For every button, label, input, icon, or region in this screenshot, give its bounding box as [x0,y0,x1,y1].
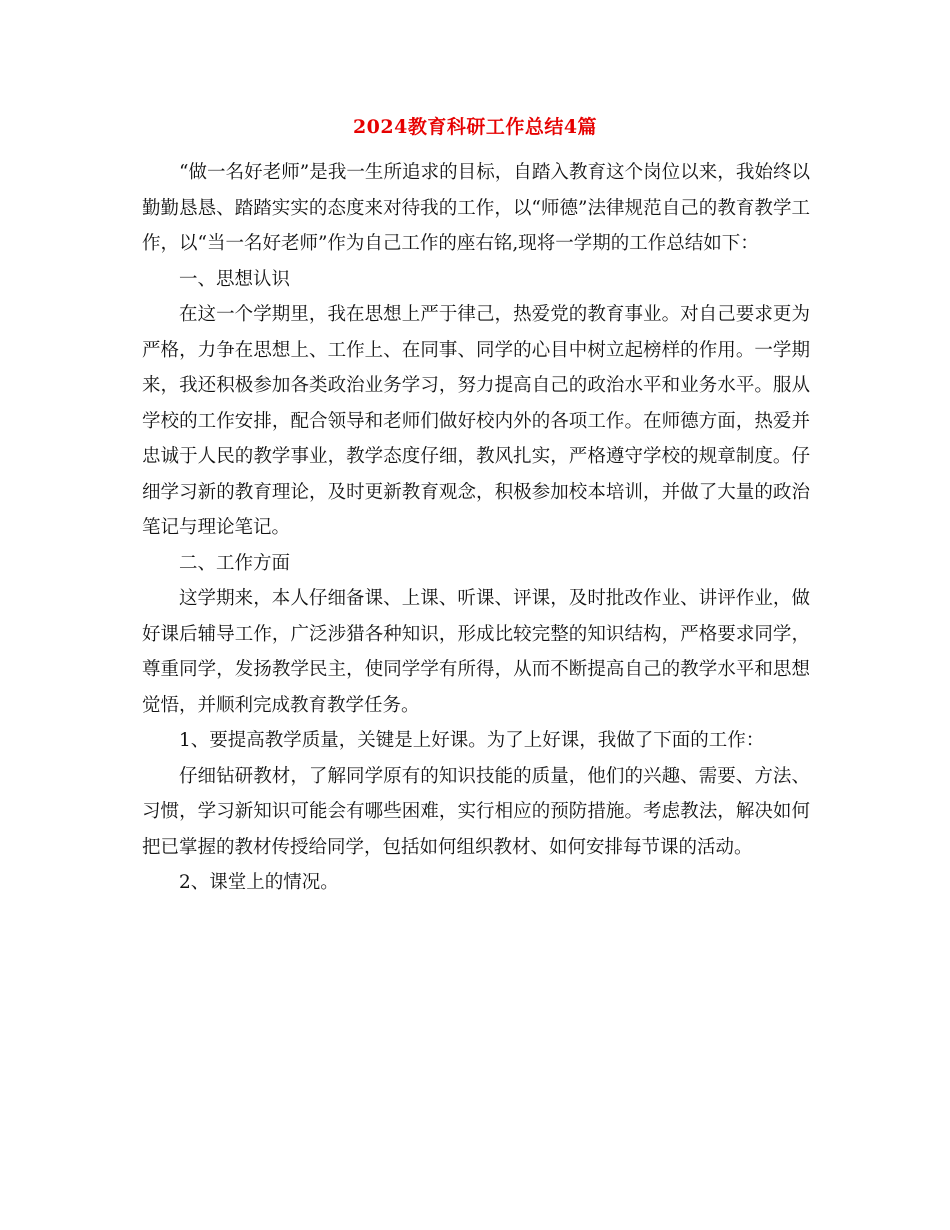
paragraph-work: 这学期来，本人仔细备课、上课、听课、评课，及时批改作业、讲评作业，做好课后辅导工作，广泛涉猎各种知识，形成比较完整的知识结构，严格要求同学，尊重同学，发扬教学民主，使同学学有所得，从而不断提高自己的教学水平和思想觉悟，并顺利完成教育教学任务。 [142,588,810,716]
document-title: 2024教育科研工作总结4篇 [352,116,598,138]
paragraph-intro: “做一名好老师”是我一生所追求的目标，自踏入教育这个岗位以来，我始终以勤勤恳恳、踏踏实实的态度来对待我的工作，以“师德”法律规范自己的教育教学工作，以“当一名好老师”作为自己工作的座右铭,现将一学期的工作总结如下： [142,162,810,254]
section-heading-work: 二、工作方面 [179,552,291,574]
paragraph-item-2: 2、课堂上的情况。 [179,872,339,893]
paragraph-thought: 在这一个学期里，我在思想上严于律己，热爱党的教育事业。对自己要求更为严格，力争在思想上、工作上、在同事、同学的心目中树立起榜样的作用。一学期来，我还积极参加各类政治业务学习，努力提高自己的政治水平和业务水平。服从学校的工作安排，配合领导和老师们做好校内外的各项工作。在师德方面，热爱并忠诚于人民的教学事业，教学态度仔细，教风扎实，严格遵守学校的规章制度。仔细学习新的教育理论，及时更新教育观念，积极参加校本培训，并做了大量的政治笔记与理论笔记。 [142,304,810,538]
section-heading-thought: 一、思想认识 [179,268,291,290]
paragraph-preparation: 仔细钻研教材，了解同学原有的知识技能的质量，他们的兴趣、需要、方法、习惯，学习新知识可能会有哪些困难，实行相应的预防措施。考虑教法，解决如何把已掌握的教材传授给同学，包括如何组织教材、如何安排每节课的活动。 [142,765,810,858]
document-body [142,155,810,901]
paragraph-item-1: 1、要提高教学质量，关键是上好课。为了上好课，我做了下面的工作： [179,730,765,751]
